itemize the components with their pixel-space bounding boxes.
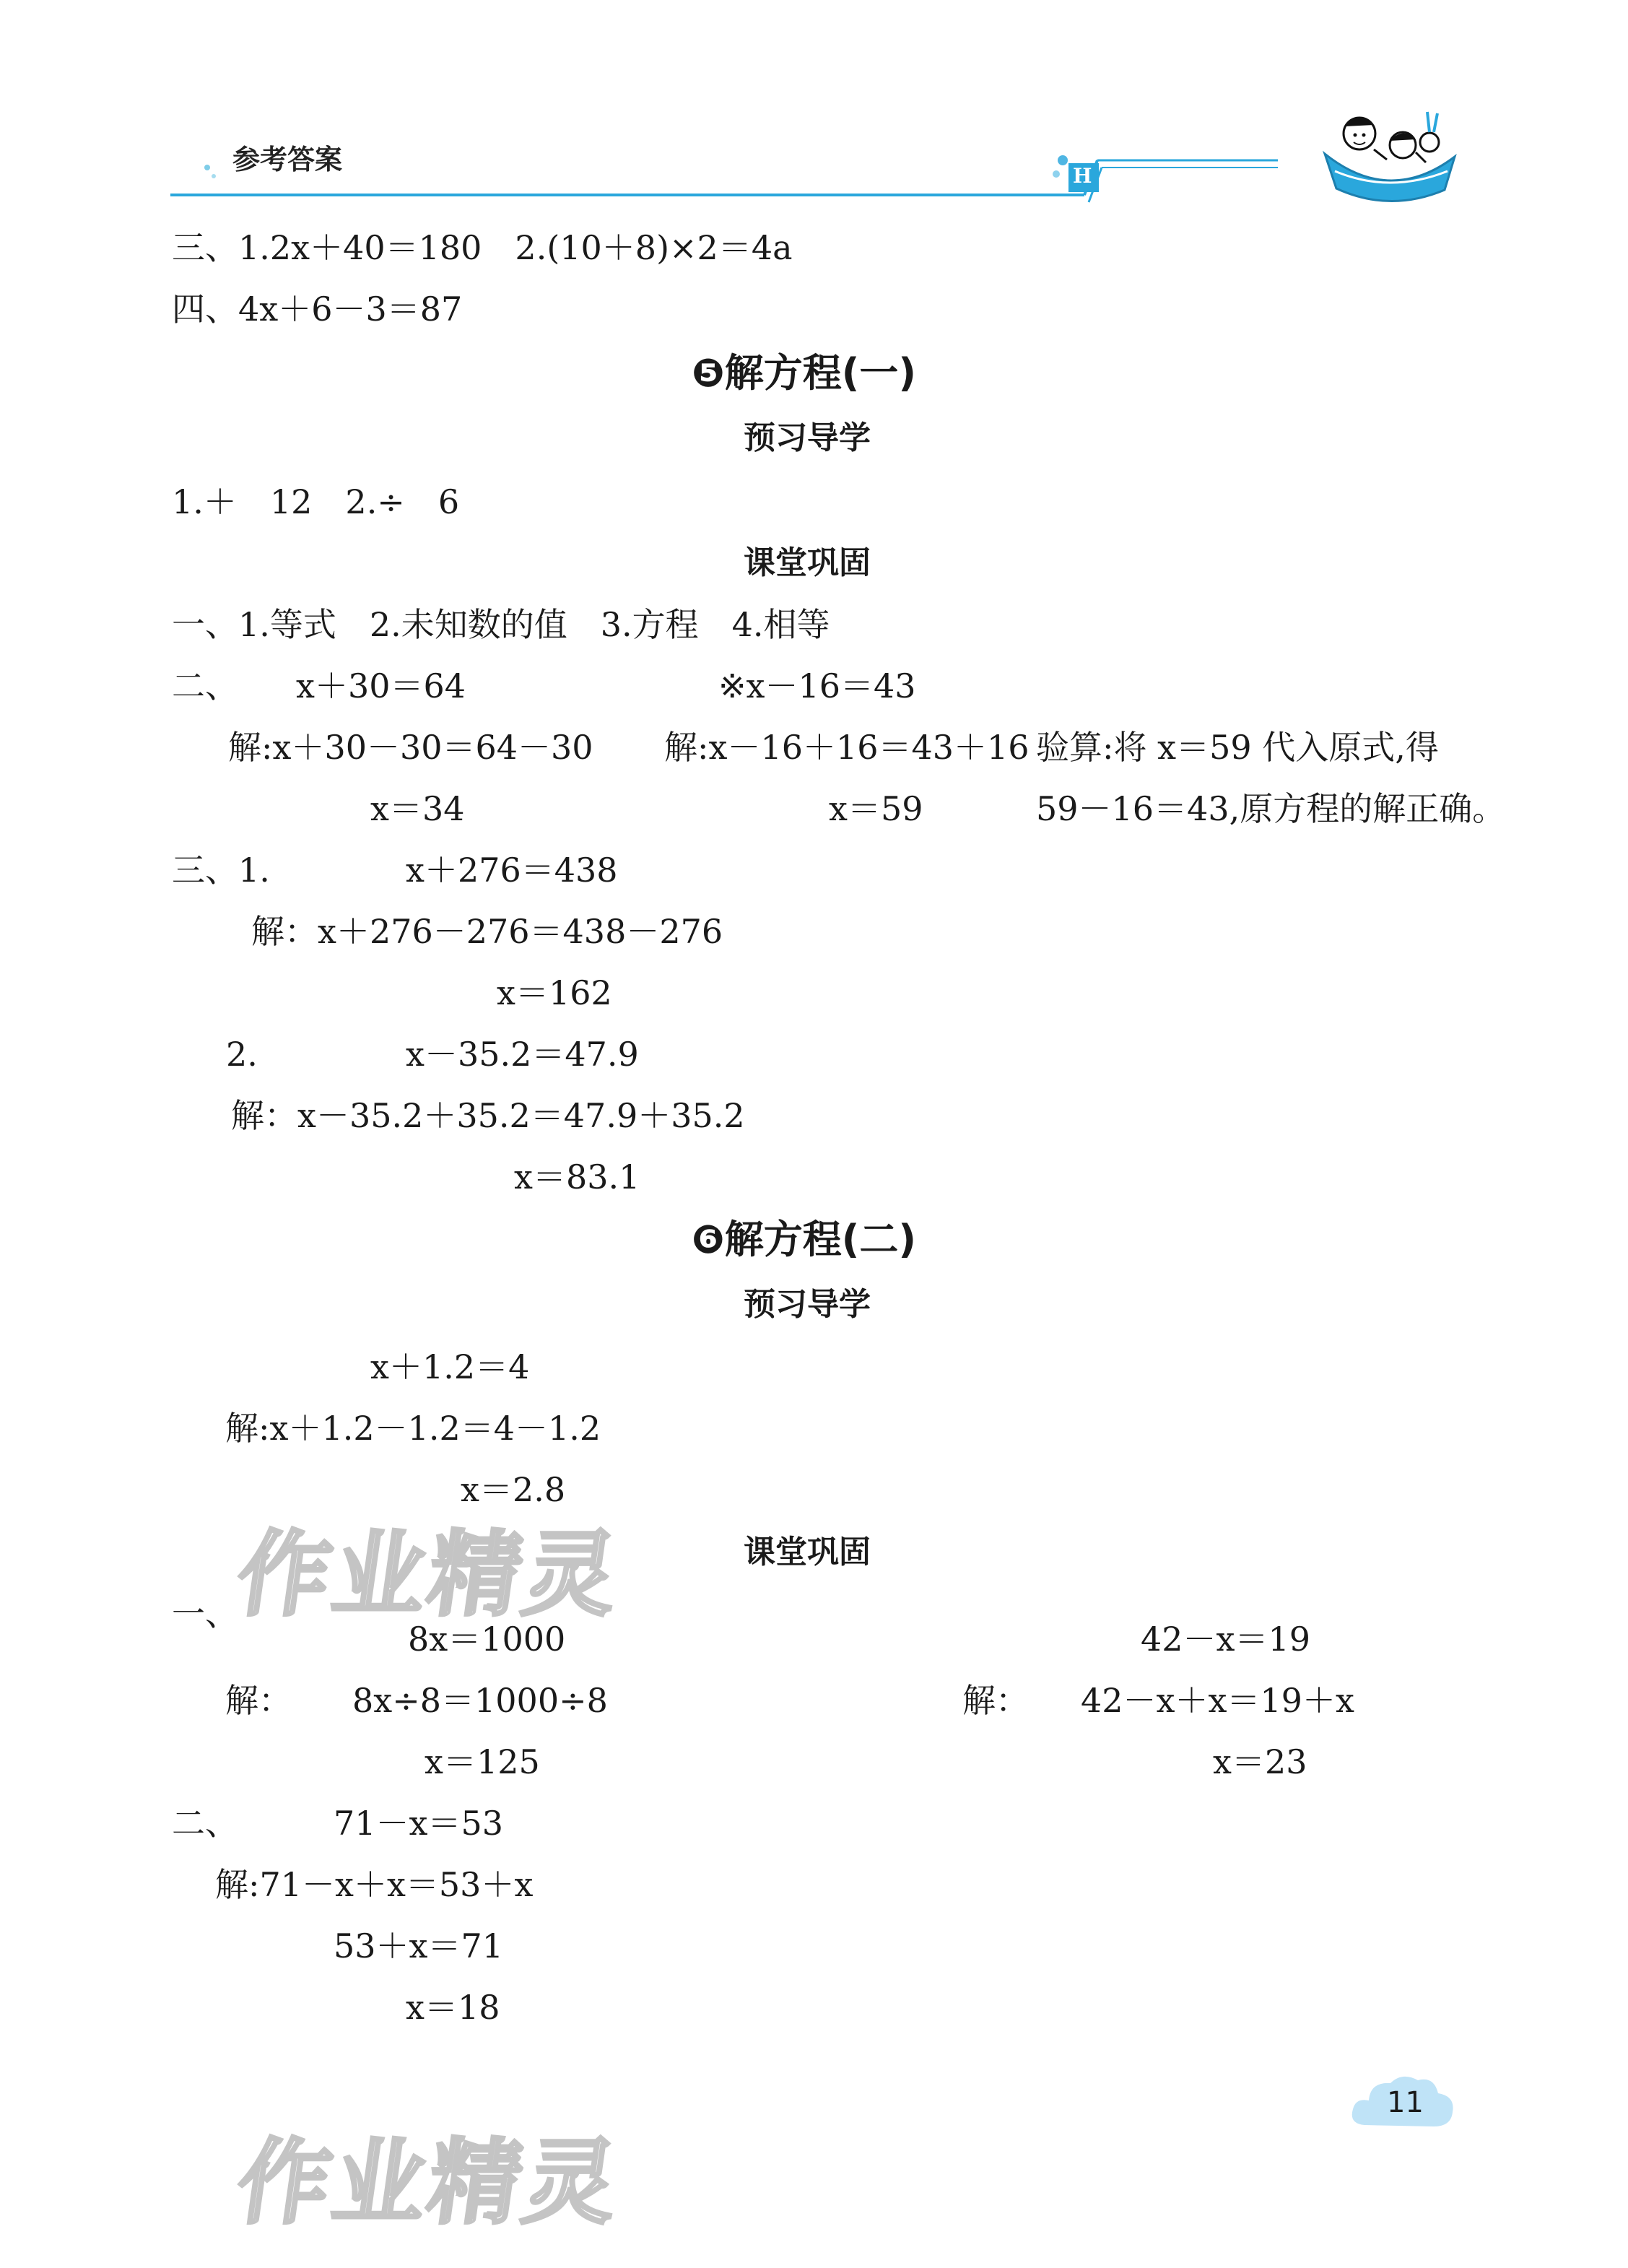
equation: x＋276＝438 [406,851,618,890]
solution-result: x＝125 [425,1742,540,1781]
answer-line: 1.＋ 12 2.÷ 6 [172,482,460,521]
equation: 8x＝1000 [408,1620,566,1659]
answer-line: 二、 [172,666,238,705]
header-badge: H [1073,164,1092,188]
solution-step: 解:71－x＋x＝53＋x [215,1865,534,1904]
equation: ※x－16＝43 [718,666,916,705]
answer-line: 四、4x＋6－3＝87 [172,290,463,329]
solution-step: 53＋x＝71 [334,1926,504,1965]
solution-step: 解：x－35.2＋35.2＝47.9＋35.2 [231,1096,745,1135]
answer-line: 三、1.2x＋40＝180 2.(10＋8)×2＝4a [172,228,793,267]
solution-result: x＝2.8 [461,1470,566,1509]
subsection-class: 课堂巩固 [744,544,871,581]
subsection-class: 课堂巩固 [744,1534,871,1570]
answer-line: 二、 [172,1804,238,1843]
solution-result: x＝23 [1213,1742,1307,1781]
equation: x－35.2＝47.9 [406,1035,639,1074]
solution-result: x＝83.1 [514,1157,640,1196]
watermark: 作业精灵 [230,1521,627,1629]
page-number: 11 [1387,2086,1424,2119]
cartoon-kids-boat-icon [1318,105,1462,206]
subsection-preview: 预习导学 [744,420,871,456]
answer-line: 2. [226,1035,258,1074]
answer-line: 一、 [172,1594,238,1633]
subsection-preview: 预习导学 [744,1286,871,1323]
equation: 71－x＝53 [334,1804,504,1843]
solution-step: 解:x－16＋16＝43＋16 [664,728,1030,767]
solution-result: x＝59 [829,789,923,828]
solution-step: 解:x＋1.2－1.2＝4－1.2 [225,1409,601,1448]
answer-line: 一、1.等式 2.未知数的值 3.方程 4.相等 [172,605,830,644]
equation: 42－x＝19 [1141,1620,1311,1659]
solution-step: 解：x＋276－276＝438－276 [251,912,723,951]
verification: 验算:将 x＝59 代入原式,得 [1036,728,1439,767]
solution-result: x＝34 [370,789,465,828]
watermark: 作业精灵 [230,2129,627,2237]
answer-line: 三、1. [172,851,270,890]
verification: 59－16＝43,原方程的解正确。 [1036,789,1506,828]
section-title-6: ❻解方程(二) [692,1217,917,1262]
solution-result: x＝162 [497,973,612,1012]
solution-step: 解:x＋30－30＝64－30 [228,728,593,767]
solution-step: 8x÷8＝1000÷8 [352,1681,608,1720]
solution-step: 42－x＋x＝19＋x [1081,1681,1354,1720]
answer-line: 解： [962,1681,1029,1720]
equation: x＋30＝64 [296,666,466,705]
section-title-5: ❺解方程(一) [692,350,917,396]
equation: x＋1.2＝4 [370,1347,530,1386]
answer-line: 解： [225,1681,292,1720]
header-title: 参考答案 [232,144,343,175]
solution-result: x＝18 [406,1988,500,2027]
